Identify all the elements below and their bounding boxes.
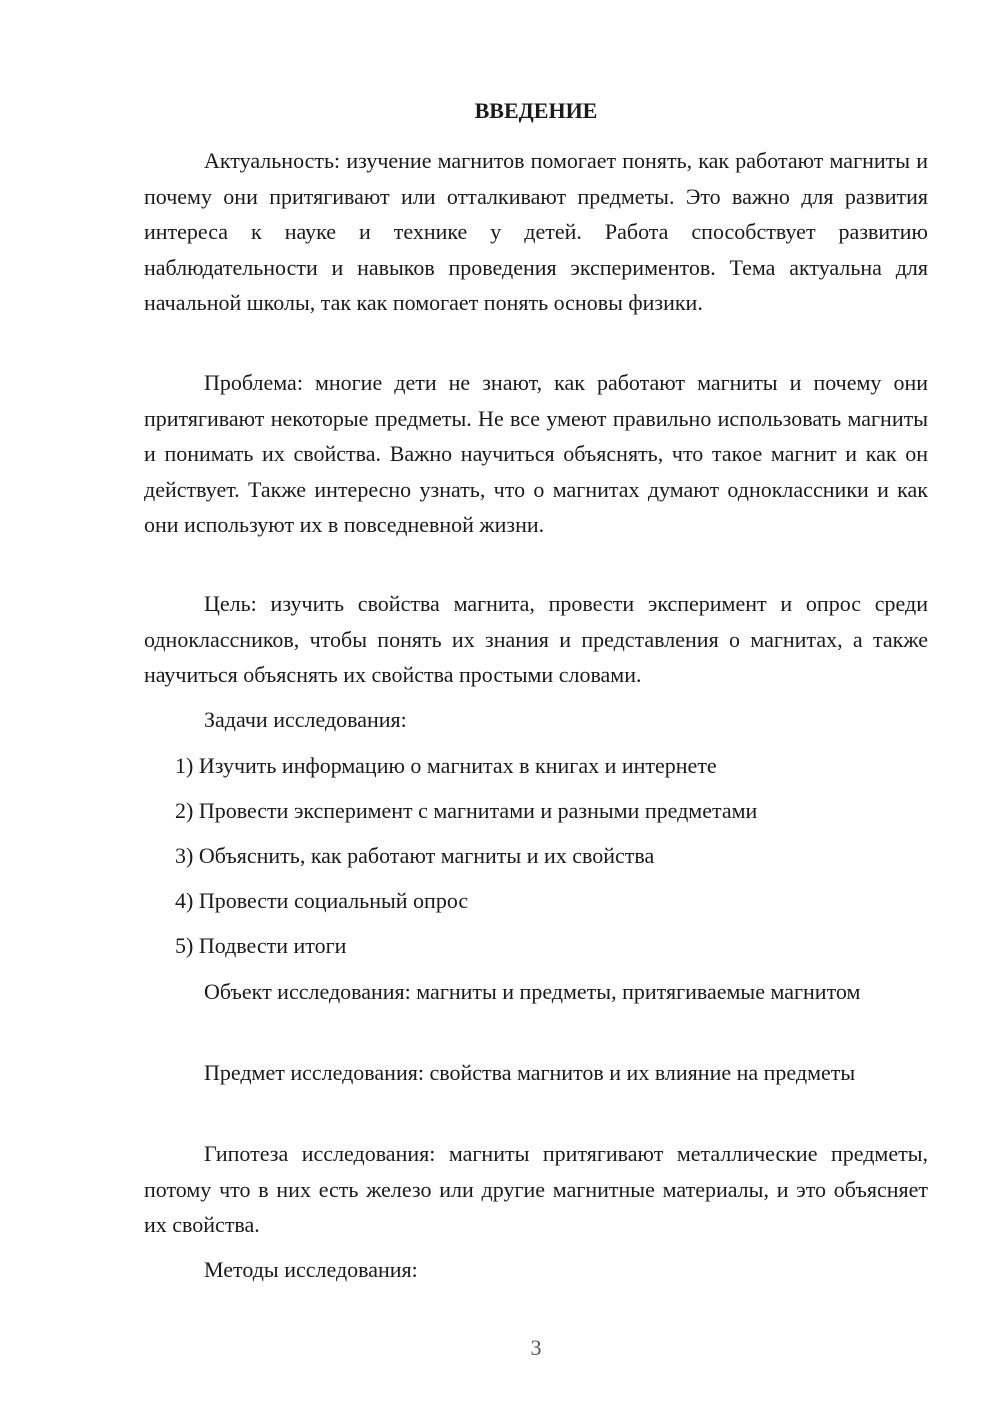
task-item-1: 1) Изучить информацию о магнитах в книгах и интернете [175, 753, 717, 778]
object-paragraph: Объект исследования: магниты и предметы, притягиваемые магнитом [204, 979, 861, 1004]
tasks-heading: Задачи исследования: [204, 707, 407, 732]
goal-paragraph: Цель: изучить свойства магнита, провести эксперимент и опрос среди одноклассников, чтобы понять их знания и представления о магнитах, а также научиться объяснять их свойства простыми словами. [144, 591, 928, 687]
task-item-2: 2) Провести эксперимент с магнитами и разными предметами [175, 798, 758, 823]
task-item-5: 5) Подвести итоги [175, 933, 347, 958]
relevance-paragraph: Актуальность: изучение магнитов помогает понять, как работают магниты и почему они притягивают или отталкивают предметы. Это важно для развития интереса к науке и технике у детей. Работа способствует развитию наблюдательности и навыков проведения экспериментов. Тема актуальна для начальной школы, так как помогает понять основы физики. [144, 148, 928, 315]
page-number: 3 [530, 1335, 542, 1360]
subject-paragraph: Предмет исследования: свойства магнитов и их влияние на предметы [204, 1060, 856, 1085]
task-item-4: 4) Провести социальный опрос [175, 888, 469, 913]
methods-heading: Методы исследования: [204, 1257, 418, 1282]
hypothesis-paragraph: Гипотеза исследования: магниты притягивают металлические предметы, потому что в них есть железо или другие магнитные материалы, и это объясняет их свойства. [144, 1141, 928, 1237]
section-heading: ВВЕДЕНИЕ [474, 98, 598, 123]
task-item-3: 3) Объяснить, как работают магниты и их свойства [175, 843, 655, 868]
problem-paragraph: Проблема: многие дети не знают, как работают магниты и почему они притягивают некоторые предметы. Не все умеют правильно использовать магниты и понимать их свойства. Важно научиться объяснять, что такое магнит и как он действует. Также интересно узнать, что о магнитах думают одноклассники и как они используют их в повседневной жизни. [144, 370, 928, 537]
